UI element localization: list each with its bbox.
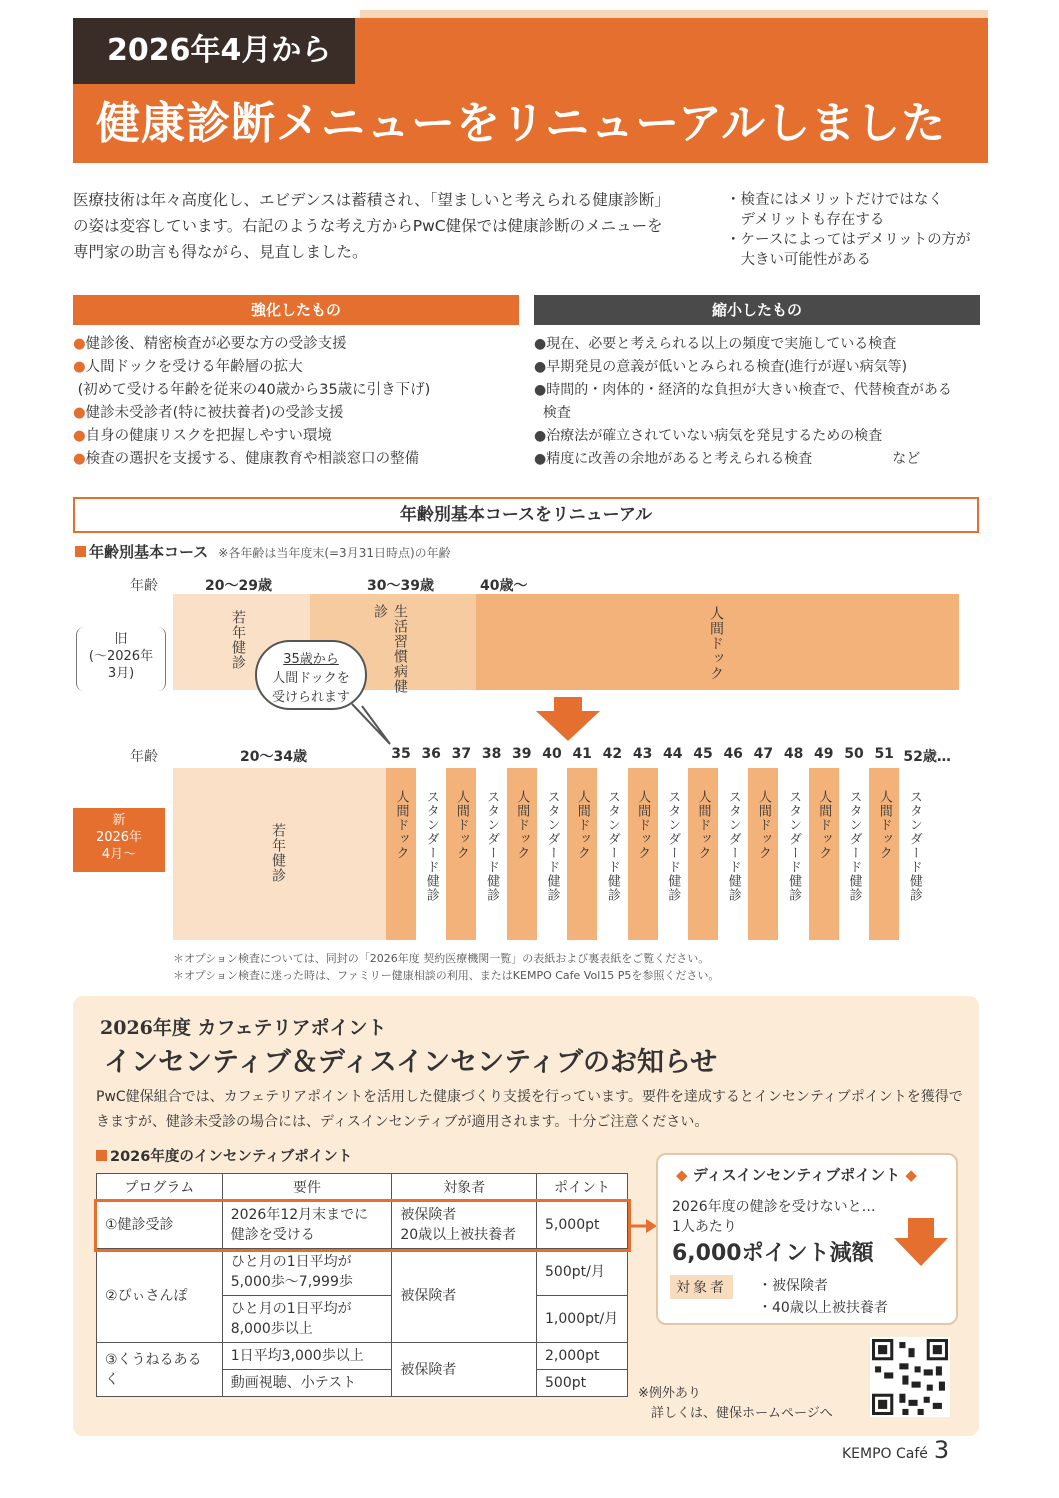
table-header-row: プログラム 要件 対象者 ポイント	[97, 1174, 628, 1202]
list-item: (初めて受ける年齢を従来の40歳から35歳に引き下げ)	[77, 382, 431, 398]
right-arrow-icon	[628, 1216, 658, 1236]
standard-column: スタンダード健診	[839, 768, 869, 940]
bubble-pointer	[350, 700, 400, 750]
down-arrow-icon	[894, 1218, 948, 1268]
page-footer	[842, 1436, 949, 1464]
age-number: 40	[542, 746, 562, 762]
qr-note: ※例外あり 詳しくは、健保ホームページへ	[638, 1386, 833, 1421]
age-number: 45	[693, 746, 713, 762]
side-note: ・検査にはメリットだけではなく	[726, 192, 943, 208]
list-item: ●治療法が確立されていない病気を発見するための検査	[534, 428, 883, 444]
intro-text	[73, 187, 713, 265]
list-item: ●時間的・肉体的・経済的な負担が大きい検査で、代替検査がある	[534, 382, 952, 398]
list-item: ●人間ドックを受ける年齢層の拡大	[73, 359, 303, 375]
age-number: 36	[421, 746, 441, 762]
list-item: 検査	[542, 405, 571, 421]
age-number: 42	[602, 746, 623, 762]
diamond-icon: ◆	[676, 1166, 688, 1184]
dock-column: 人間ドック	[386, 768, 416, 940]
age-number: 39	[512, 746, 532, 762]
page-title: 健康診断メニューをリニューアルしました	[96, 98, 947, 149]
list-item: ●早期発見の意義が低いとみられる検査(進行が遅い病気等)	[534, 359, 908, 375]
table-row: 動画視聴、小テスト 500pt	[97, 1370, 628, 1397]
old-dock-block: 人間ドック	[476, 594, 959, 690]
age-number: 37	[451, 746, 472, 762]
side-note: 大きい可能性がある	[726, 252, 871, 268]
intro-line: 専門家の助言も得ながら、見直しました。	[73, 243, 368, 261]
age-number: 49	[814, 746, 834, 762]
age-number: 38	[481, 746, 502, 762]
age-word: 年齢	[130, 578, 158, 594]
dock-column: 人間ドック	[446, 768, 476, 940]
dock-column: 人間ドック	[628, 768, 658, 940]
standard-column: スタンダード健診	[718, 768, 748, 940]
standard-column: スタンダード健診	[477, 768, 507, 940]
down-arrow-icon	[536, 697, 600, 743]
dock-column: 人間ドック	[869, 768, 899, 940]
reduced-list	[534, 333, 952, 471]
disincentive-line: 2026年度の健診を受けないと…	[672, 1199, 876, 1215]
qr-code-icon[interactable]	[870, 1337, 950, 1417]
standard-column: スタンダード健診	[658, 768, 688, 940]
age-number: 47	[753, 746, 774, 762]
new-tag: 新 2026年 4月～	[73, 808, 165, 872]
new-range-young: 20～34歳	[240, 749, 307, 765]
age-number: 51	[874, 746, 894, 762]
intro-line: 医療技術は年々高度化し、エビデンスは蓄積され、「望ましいと考えられる健康診断」	[73, 191, 670, 209]
old-range-30s: 30～39歳	[367, 578, 434, 594]
old-lifestyle-block: 生活習慣病健診	[310, 594, 476, 690]
incentive-table	[96, 1173, 628, 1397]
standard-column: スタンダード健診	[416, 768, 446, 940]
list-item: ●健診未受診者(特に被扶養者)の受診支援	[73, 405, 344, 421]
old-range-40s: 40歳～	[480, 578, 528, 594]
courses-box-title: 年齢別基本コースをリニューアル	[73, 497, 979, 533]
old-tag: 旧 (～2026年 3月)	[76, 627, 166, 691]
table-row: ①健診受診 2026年12月末までに 健診を受ける 被保険者 20歳以上被扶養者 5,000pt	[97, 1202, 628, 1249]
dock-column: 人間ドック	[688, 768, 718, 940]
info-bubble: 35歳から 人間ドックを 受けられます	[255, 640, 367, 710]
list-item: ●精度に改善の余地があると考えられる検査 など	[534, 451, 921, 467]
courses-label: 年齢別基本コース ※各年齢は当年度末(=3月31日時点)の年齢	[75, 541, 451, 562]
cafeteria-title: 2026年度 カフェテリアポイント	[100, 1017, 387, 1039]
disincentive-line: 1人あたり	[672, 1219, 737, 1235]
banner-subtitle: 2026年4月から	[73, 18, 355, 84]
cafeteria-headline: インセンティブ＆ディスインセンティブのお知らせ	[104, 1047, 718, 1078]
age-number: 44	[663, 746, 683, 762]
dock-column: 人間ドック	[748, 768, 778, 940]
age-word: 年齢	[130, 749, 158, 765]
side-notes	[726, 190, 971, 270]
age-number: 46	[723, 746, 743, 762]
page-number: 3	[933, 1436, 950, 1464]
side-note: ・ケースによってはデメリットの方が	[726, 232, 971, 248]
age-number: 43	[632, 746, 653, 762]
dock-column: 人間ドック	[809, 768, 839, 940]
disincentive-title: ◆ ディスインセンティブポイント ◆	[676, 1166, 917, 1184]
side-note: デメリットも存在する	[726, 212, 885, 228]
dock-column: 人間ドック	[507, 768, 537, 940]
table-row: ③くうねるあるく 1日平均3,000歩以上 被保険者 2,000pt	[97, 1343, 628, 1370]
course-footnotes: ＊オプション検査については、同封の「2026年度 契約医療機関一覧」の表紙および裏表紙をご覧ください。 ＊オプション検査に迷った時は、ファミリー健康相談の利用、またはKEMPO Cafe Vol15 P5を参照ください。	[173, 952, 720, 982]
disincentive-amount: 6,000ポイント減額	[672, 1241, 874, 1266]
standard-column: スタンダード健診	[537, 768, 567, 940]
reduced-heading: 縮小したもの	[534, 295, 980, 325]
square-bullet-icon	[75, 546, 86, 557]
square-bullet-icon	[96, 1150, 107, 1161]
diamond-icon: ◆	[905, 1166, 917, 1184]
target-label: 対象者	[670, 1275, 733, 1299]
incentive-label: 2026年度のインセンティブポイント	[96, 1145, 352, 1166]
standard-column: スタンダード健診	[899, 768, 929, 940]
list-item: ●自身の健康リスクを把握しやすい環境	[73, 428, 332, 444]
age-number: 48	[783, 746, 804, 762]
old-range-young: 20～29歳	[205, 578, 272, 594]
list-item: ●健診後、精密検査が必要な方の受診支援	[73, 336, 347, 352]
disincentive-targets: ・被保険者 ・40歳以上被扶養者	[758, 1278, 888, 1316]
cafeteria-description: PwC健保組合では、カフェテリアポイントを活用した健康づくり支援を行っています。要件を達成するとインセンティブポイントを獲得できますが、健診未受診の場合には、ディスインセンティブが適用されます。十分ご注意ください。	[96, 1089, 963, 1130]
age-number: 41	[572, 746, 592, 762]
new-young-block: 若年健診	[173, 768, 386, 940]
strengthened-list	[73, 333, 430, 471]
dock-column: 人間ドック	[567, 768, 597, 940]
age-number: 35	[391, 746, 411, 762]
table-row: ②ぴぃさんぽ ひと月の1日平均が 5,000歩～7,999歩 被保険者 500pt/月	[97, 1249, 628, 1296]
table-row: ひと月の1日平均が 8,000歩以上 1,000pt/月	[97, 1296, 628, 1343]
list-item: ●現在、必要と考えられる以上の頻度で実施している検査	[534, 336, 897, 352]
old-young-block: 若年健診	[173, 594, 310, 690]
list-item: ●検査の選択を支援する、健康教育や相談窓口の整備	[73, 451, 420, 467]
age-number: 50	[844, 746, 864, 762]
age-number: 52歳…	[903, 749, 951, 765]
standard-column: スタンダード健診	[779, 768, 809, 940]
standard-column: スタンダード健診	[597, 768, 627, 940]
strengthened-heading: 強化したもの	[73, 295, 519, 325]
brand-name: KEMPO Café	[842, 1446, 928, 1462]
courses-note: ※各年齢は当年度末(=3月31日時点)の年齢	[218, 546, 451, 560]
intro-line: の姿は変容しています。右記のような考え方からPwC健保では健康診断のメニューを	[73, 217, 663, 235]
